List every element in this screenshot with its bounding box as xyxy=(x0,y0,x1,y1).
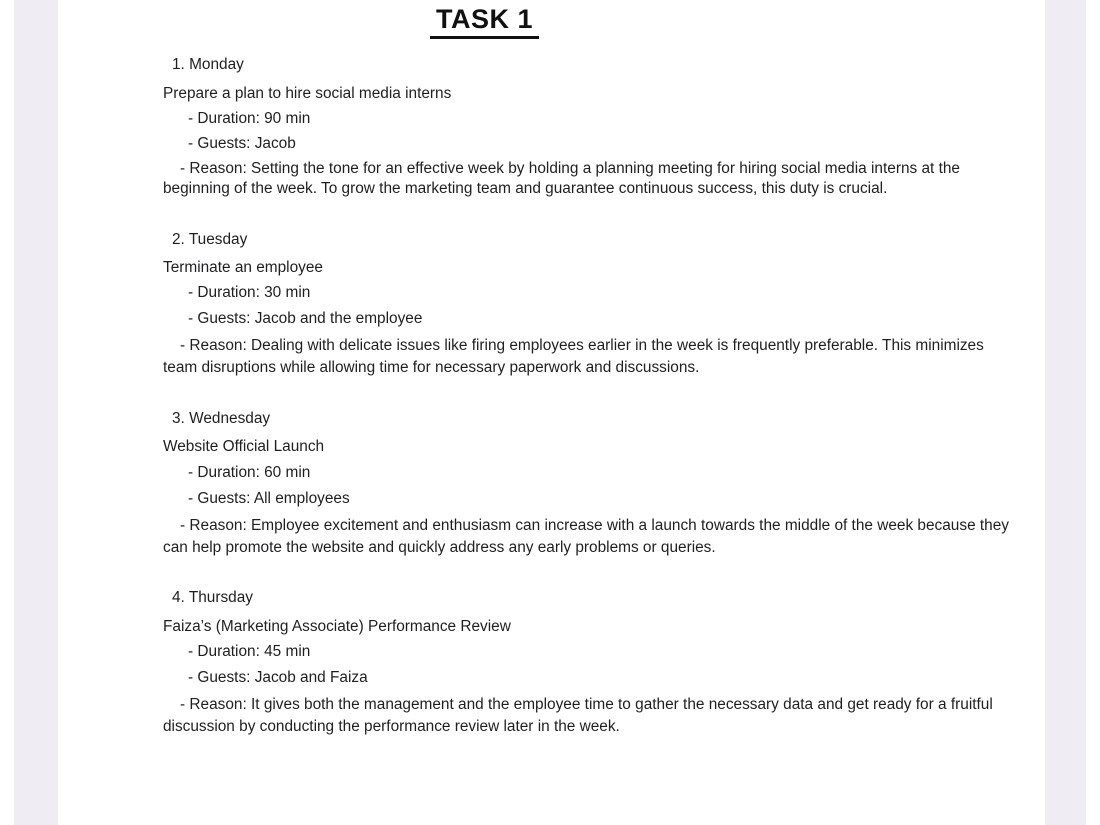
day-duration-wednesday: - Duration: 60 min xyxy=(188,463,311,481)
day-reason-tuesday: - Reason: Dealing with delicate issues like firing employees earlier in the week is frequently preferable. This minimizes team disruptions while allowing time for necessary paperwork and discussions. xyxy=(163,337,984,377)
day-reason-monday: - Reason: Setting the tone for an effective week by holding a planning meeting for hiring social media interns at the beginning of the week. To grow the marketing team and guarantee continuous success, this duty is crucial. xyxy=(163,159,960,198)
page-title xyxy=(58,0,1045,39)
day-block-tuesday xyxy=(163,230,1020,379)
day-guests-wednesday: - Guests: All employees xyxy=(188,489,350,507)
page-title-text: TASK 1 xyxy=(430,5,539,39)
day-block-monday xyxy=(163,55,1020,200)
day-block-thursday xyxy=(163,588,1020,737)
day-subject-wednesday: Website Official Launch xyxy=(163,438,325,456)
day-subject-monday: Prepare a plan to hire social media interns xyxy=(163,84,452,102)
day-block-wednesday xyxy=(163,409,1020,558)
day-heading-wednesday: 3. Wednesday xyxy=(172,410,271,428)
day-guests-monday: - Guests: Jacob xyxy=(188,134,296,152)
day-duration-thursday: - Duration: 45 min xyxy=(188,642,311,660)
day-reason-wednesday: - Reason: Employee excitement and enthusiasm can increase with a launch towards the middle of the week because they can help promote the website and quickly address any early problems or queries. xyxy=(163,516,1009,556)
day-heading-monday: 1. Monday xyxy=(172,56,244,74)
day-duration-monday: - Duration: 90 min xyxy=(188,109,311,127)
document-sheet xyxy=(58,0,1045,825)
left-margin-band xyxy=(14,0,58,825)
section-spacer xyxy=(163,221,1020,230)
day-heading-thursday: 4. Thursday xyxy=(172,589,253,607)
day-reason-thursday: - Reason: It gives both the management and the employee time to gather the necessary data and get ready for a fruitful discussion by conducting the performance review later in the week. xyxy=(163,695,993,735)
section-spacer xyxy=(163,400,1020,409)
day-subject-thursday: Faiza’s (Marketing Associate) Performance Review xyxy=(163,617,511,635)
day-guests-tuesday: - Guests: Jacob and the employee xyxy=(188,310,423,328)
section-spacer xyxy=(163,579,1020,588)
right-margin-band xyxy=(1045,0,1086,825)
day-subject-tuesday: Terminate an employee xyxy=(163,259,323,277)
day-heading-tuesday: 2. Tuesday xyxy=(172,230,248,248)
day-duration-tuesday: - Duration: 30 min xyxy=(188,284,311,302)
document-body xyxy=(58,39,1045,737)
day-guests-thursday: - Guests: Jacob and Faiza xyxy=(188,668,368,686)
